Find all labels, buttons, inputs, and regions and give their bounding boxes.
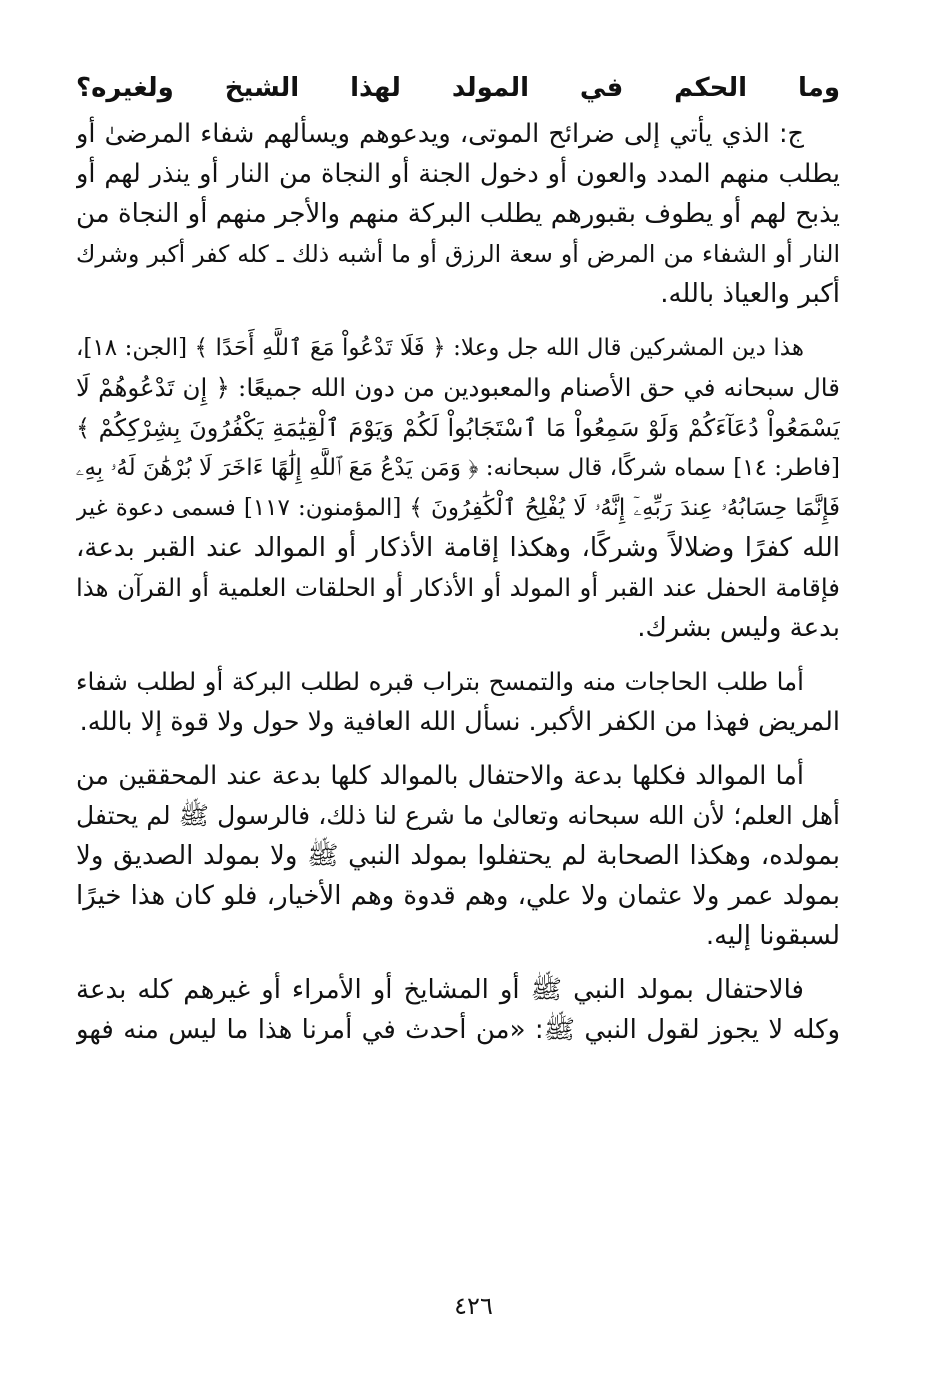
text-line: بمولده، وهكذا الصحابة لم يحتفلوا بمولد النبي ﷺ ولا بمولد الصديق ولا (76, 841, 840, 871)
text-line: فإقامة الحفل عند القبر أو المولد أو الأذكار أو الحلقات العلمية أو القرآن هذا (76, 573, 840, 602)
text-line: وكله لا يجوز لقول النبي ﷺ: «من أحدث في أمرنا هذا ما ليس منه فهو (76, 1015, 840, 1045)
page-body (76, 70, 840, 1050)
text-line: النار أو الشفاء من المرض أو سعة الرزق أو ما أشبه ذلك ـ كله كفر أكبر وشرك (76, 240, 840, 268)
text-line: بمولد عمر ولا عثمان ولا علي، وهم قدوة وهم الأخيار، فلو كان هذا خيرًا (76, 881, 840, 911)
paragraph-seeking-needs (76, 662, 840, 742)
text-line: أكبر والعياذ بالله. (660, 279, 840, 309)
text-line: لسبقونا إليه. (705, 921, 840, 951)
question-heading: وما الحكم في المولد لهذا الشيخ ولغيره؟ (76, 73, 840, 103)
text-line: المريض فهذا من الكفر الأكبر. نسأل الله العافية ولا حول ولا قوة إلا بالله. (79, 707, 840, 737)
paragraph-quran-evidence (76, 328, 840, 648)
text-line: ج: الذي يأتي إلى ضرائح الموتى، ويدعوهم ويسألهم شفاء المرضىٰ أو (76, 119, 804, 149)
text-line: فَإِنَّمَا حِسَابُهُۥ عِندَ رَبِّهِۦٓ إِنَّهُۥ لَا يُفْلِحُ ٱلْكَٰفِرُونَ ﴾ [المؤمنون: ١١٧] فسمى دعوة غير (76, 495, 840, 521)
paragraph-answer (76, 114, 840, 314)
text-line: بدعة وليس بشرك. (637, 613, 840, 643)
text-line: قال سبحانه في حق الأصنام والمعبودين من دون الله جميعًا: ﴿ إِن تَدْعُوهُمْ لَا (76, 373, 840, 402)
text-line: فالاحتفال بمولد النبي ﷺ أو المشايخ أو الأمراء أو غيرهم كله بدعة (76, 975, 804, 1005)
text-line: يذبح لهم أو يطوف بقبورهم يطلب البركة منهم والأجر منهم أو النجاة من (76, 199, 840, 229)
text-line: [فاطر: ١٤] سماه شركًا، قال سبحانه: ﴿ وَمَن يَدْعُ مَعَ ٱللَّهِ إِلَٰهًا ءَاخَرَ لَا بُرْهَٰنَ لَهُۥ بِهِۦ (76, 455, 840, 481)
text-line: هذا دين المشركين قال الله جل وعلا: ﴿ فَلَا تَدْعُواْ مَعَ ٱللَّهِ أَحَدًا ﴾ [الجن: ١٨]، (76, 335, 804, 361)
paragraph-celebration (76, 970, 840, 1050)
text-line: أهل العلم؛ لأن الله سبحانه وتعالىٰ ما شرع لنا ذلك، فالرسول ﷺ لم يحتفل (76, 801, 840, 830)
text-line: يَسْمَعُواْ دُعَآءَكُمْ وَلَوْ سَمِعُواْ مَا ٱسْتَجَابُواْ لَكُمْ وَيَوْمَ ٱلْقِيَٰمَةِ يَكْفُرُونَ بِشِرْكِكُمْ ﴾ (76, 414, 840, 442)
text-line: أما الموالد فكلها بدعة والاحتفال بالموالد كلها بدعة عند المحققين من (76, 761, 804, 791)
text-line: يطلب منهم المدد والعون أو دخول الجنة أو النجاة من النار أو ينذر لهم أو (76, 159, 840, 189)
paragraph-mawlid (76, 756, 840, 956)
page-number: ٤٢٦ (454, 1292, 493, 1320)
text-line: الله كفرًا وضلالاً وشركًا، وهكذا إقامة الأذكار أو الموالد عند القبر بدعة، (76, 533, 840, 563)
text-line: أما طلب الحاجات منه والتمسح بتراب قبره لطلب البركة أو لطلب شفاء (76, 667, 804, 696)
